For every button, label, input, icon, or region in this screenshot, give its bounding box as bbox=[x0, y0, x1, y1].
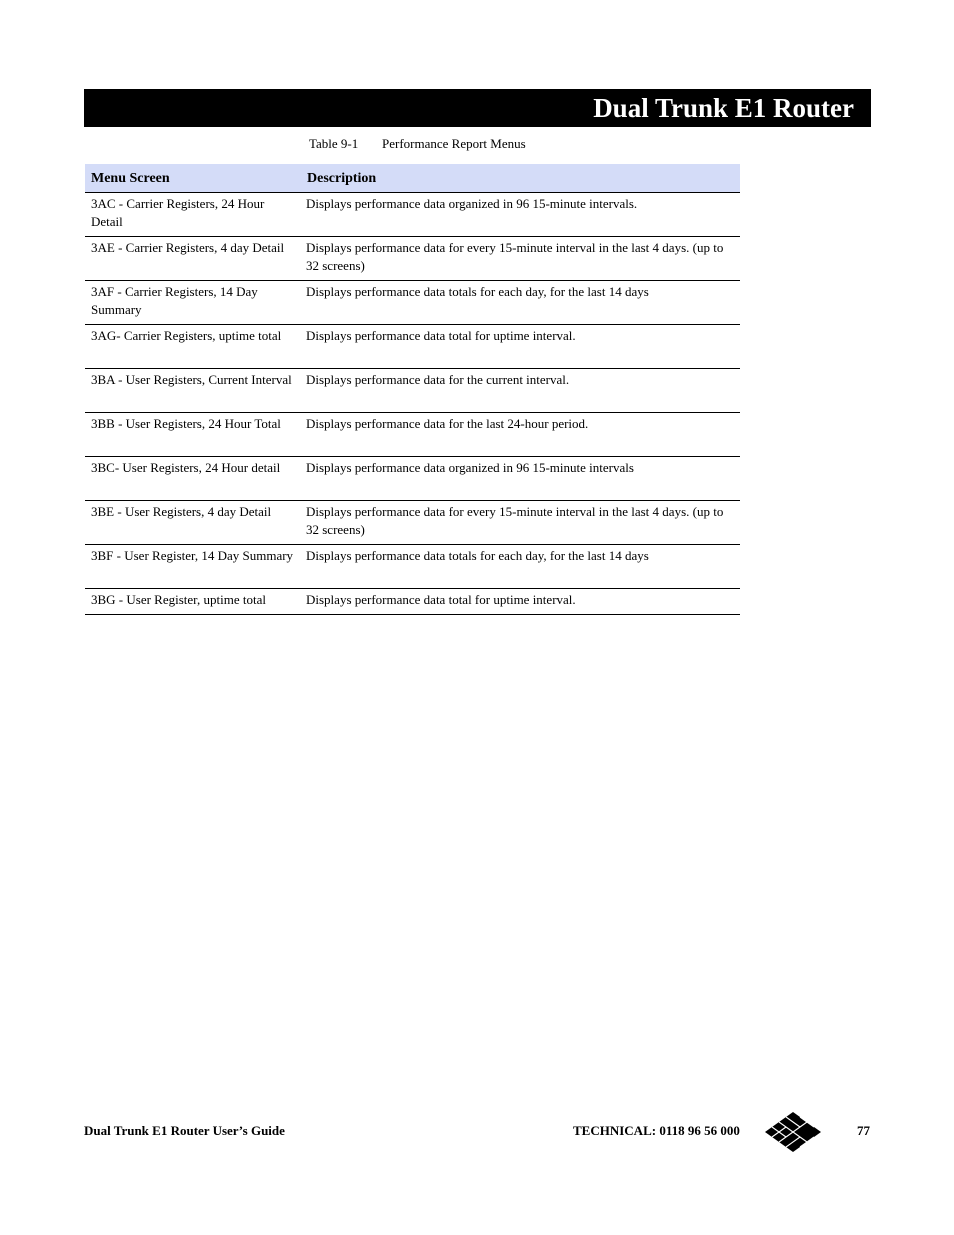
description-cell: Displays performance data totals for each day, for the last 14 days bbox=[301, 545, 740, 589]
table-row bbox=[85, 369, 740, 413]
table-row bbox=[85, 501, 740, 545]
column-header-menu-screen: Menu Screen bbox=[85, 164, 301, 193]
table-row bbox=[85, 413, 740, 457]
table-row bbox=[85, 325, 740, 369]
table-caption bbox=[309, 136, 526, 152]
diamond-logo-icon bbox=[765, 1112, 821, 1152]
table-row bbox=[85, 193, 740, 237]
description-cell: Displays performance data for every 15-minute interval in the last 4 days. (up to 32 screens) bbox=[301, 501, 740, 545]
description-cell: Displays performance data totals for each day, for the last 14 days bbox=[301, 281, 740, 325]
table-row bbox=[85, 589, 740, 615]
header-bar bbox=[84, 89, 871, 127]
menu-screen-cell: 3AC - Carrier Registers, 24 Hour Detail bbox=[85, 193, 301, 237]
menu-screen-cell: 3BB - User Registers, 24 Hour Total bbox=[85, 413, 301, 457]
menu-screen-cell: 3BC- User Registers, 24 Hour detail bbox=[85, 457, 301, 501]
table-row bbox=[85, 281, 740, 325]
menu-screen-cell: 3BA - User Registers, Current Interval bbox=[85, 369, 301, 413]
table-row bbox=[85, 457, 740, 501]
menu-screen-cell: 3BE - User Registers, 4 day Detail bbox=[85, 501, 301, 545]
menu-screen-cell: 3BG - User Register, uptime total bbox=[85, 589, 301, 615]
description-cell: Displays performance data for the current interval. bbox=[301, 369, 740, 413]
table-caption-title: Performance Report Menus bbox=[382, 136, 526, 151]
description-cell: Displays performance data organized in 96 15-minute intervals. bbox=[301, 193, 740, 237]
page-number: 77 bbox=[857, 1123, 870, 1138]
table-row bbox=[85, 545, 740, 589]
table-row bbox=[85, 237, 740, 281]
page-title: Dual Trunk E1 Router bbox=[593, 93, 854, 123]
description-cell: Displays performance data for the last 24-hour period. bbox=[301, 413, 740, 457]
description-cell: Displays performance data for every 15-minute interval in the last 4 days. (up to 32 screens) bbox=[301, 237, 740, 281]
description-cell: Displays performance data total for uptime interval. bbox=[301, 325, 740, 369]
column-header-description: Description bbox=[301, 164, 740, 193]
menu-screen-cell: 3AG- Carrier Registers, uptime total bbox=[85, 325, 301, 369]
footer-technical-phone: TECHNICAL: 0118 96 56 000 bbox=[573, 1123, 740, 1138]
table-caption-number: Table 9-1 bbox=[309, 136, 359, 151]
footer-guide-title: Dual Trunk E1 Router User’s Guide bbox=[84, 1123, 285, 1138]
description-cell: Displays performance data organized in 96 15-minute intervals bbox=[301, 457, 740, 501]
description-cell: Displays performance data total for uptime interval. bbox=[301, 589, 740, 615]
menu-screen-cell: 3BF - User Register, 14 Day Summary bbox=[85, 545, 301, 589]
performance-report-menus-table bbox=[85, 164, 740, 615]
menu-screen-cell: 3AF - Carrier Registers, 14 Day Summary bbox=[85, 281, 301, 325]
table-header-row bbox=[85, 164, 740, 193]
menu-screen-cell: 3AE - Carrier Registers, 4 day Detail bbox=[85, 237, 301, 281]
